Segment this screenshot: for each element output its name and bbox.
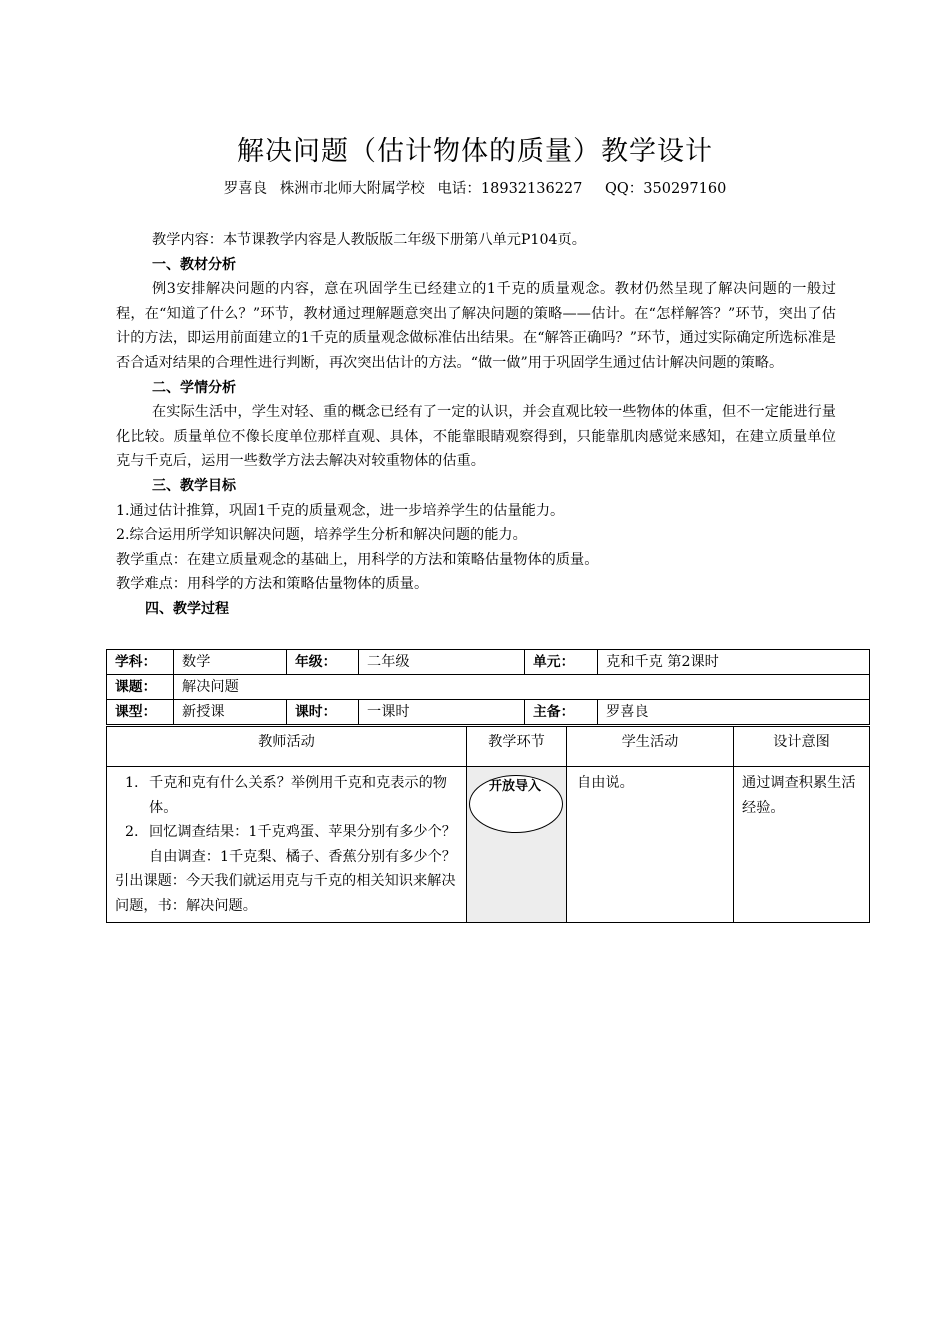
lead-teacher-value: 罗喜良 bbox=[598, 700, 870, 725]
document-body bbox=[116, 228, 836, 622]
section-heading-process: 四、教学过程 bbox=[145, 600, 229, 617]
subject-value: 数学 bbox=[174, 650, 287, 675]
info-row bbox=[107, 700, 870, 725]
lesson-type-value: 新授课 bbox=[174, 700, 287, 725]
unit-value: 克和千克 第2课时 bbox=[598, 650, 870, 675]
section-heading-students: 二、学情分析 bbox=[152, 379, 236, 396]
goal-item-2: 2.综合运用所学知识解决问题，培养学生分析和解决问题的能力。 bbox=[116, 527, 527, 544]
difficulty-point: 教学难点：用科学的方法和策略估量物体的质量。 bbox=[116, 576, 429, 593]
intro-paragraph: 教学内容：本节课教学内容是人教版版二年级下册第八单元P104页。 bbox=[152, 232, 586, 248]
teacher-activity-list bbox=[115, 771, 458, 869]
goal-item-1: 1.通过估计推算，巩固1千克的质量观念，进一步培养学生的估量能力。 bbox=[116, 502, 565, 519]
header-student-activity: 学生活动 bbox=[567, 727, 734, 767]
section-heading-goals: 三、教学目标 bbox=[152, 477, 236, 494]
process-row bbox=[107, 767, 870, 923]
info-row bbox=[107, 675, 870, 700]
key-point: 教学重点：在建立质量观念的基础上，用科学的方法和策略估量物体的质量。 bbox=[116, 551, 599, 568]
teacher-activity-item: 2. 回忆调查结果：1千克鸡蛋、苹果分别有多少个？自由调查：1千克梨、橘子、香蕉分别有多少个？ bbox=[143, 820, 458, 869]
grade-label: 年级： bbox=[287, 650, 359, 675]
unit-label: 单元： bbox=[525, 650, 598, 675]
byline bbox=[0, 178, 950, 200]
period-value: 一课时 bbox=[359, 700, 525, 725]
topic-label: 课题： bbox=[107, 675, 174, 700]
header-design-intent: 设计意图 bbox=[734, 727, 870, 767]
stage-label: 开放导入 bbox=[488, 779, 541, 794]
lesson-type-label: 课型： bbox=[107, 700, 174, 725]
subject-label: 学科： bbox=[107, 650, 174, 675]
period-label: 课时： bbox=[287, 700, 359, 725]
process-header-row bbox=[107, 727, 870, 767]
textbook-analysis: 例3安排解决问题的内容，意在巩固学生已经建立的1千克的质量观念。教材仍然呈现了解决问题的一般过程，在“知道了什么？”环节，教材通过理解题意突出了解决问题的策略——估计。在“怎样解答？”环节，突出了估计的方法，即运用前面建立的1千克的质量观念做标准估出结果。在“解答正确吗？”环节，通过实际确定所选标准是否合适对结果的合理性进行判断，再次突出估计的方法。“做一做”用于巩固学生通过估计解决问题的策略。 bbox=[116, 281, 836, 371]
teacher-activity-item: 1. 千克和克有什么关系？举例用千克和克表示的物体。 bbox=[143, 771, 458, 820]
header-teacher-activity: 教师活动 bbox=[107, 727, 467, 767]
document-title: 解决问题（估计物体的质量）教学设计 bbox=[237, 136, 713, 167]
section-heading-textbook: 一、教材分析 bbox=[152, 256, 236, 273]
lead-teacher-label: 主备： bbox=[525, 700, 598, 725]
topic-value: 解决问题 bbox=[174, 675, 870, 700]
teaching-process-table bbox=[106, 726, 870, 923]
student-analysis: 在实际生活中，学生对轻、重的概念已经有了一定的认识，并会直观比较一些物体的体重，但不一定能进行量化比较。质量单位不像长度单位那样直观、具体，不能靠眼睛观察得到，只能靠肌肉感觉来感知，在建立质量单位克与千克后，运用一些数学方法去解决对较重物体的估重。 bbox=[116, 404, 836, 470]
header-teaching-stage: 教学环节 bbox=[467, 727, 567, 767]
info-row bbox=[107, 650, 870, 675]
school-name: 株洲市北师大附属学校 bbox=[279, 181, 425, 197]
grade-value: 二年级 bbox=[359, 650, 525, 675]
design-intent-cell: 通过调查积累生活经验。 bbox=[734, 767, 870, 923]
teaching-stage-cell bbox=[467, 767, 567, 923]
phone-number: 电话：18932136227 bbox=[437, 181, 583, 197]
teacher-activity-cell bbox=[107, 767, 467, 923]
qq-number: QQ：350297160 bbox=[605, 181, 727, 197]
teacher-activity-lead: 引出课题：今天我们就运用克与千克的相关知识来解决问题，书：解决问题。 bbox=[115, 873, 456, 914]
lesson-info-table bbox=[106, 649, 870, 725]
student-activity-cell: 自由说。 bbox=[567, 767, 734, 923]
author-name: 罗喜良 bbox=[223, 181, 268, 197]
